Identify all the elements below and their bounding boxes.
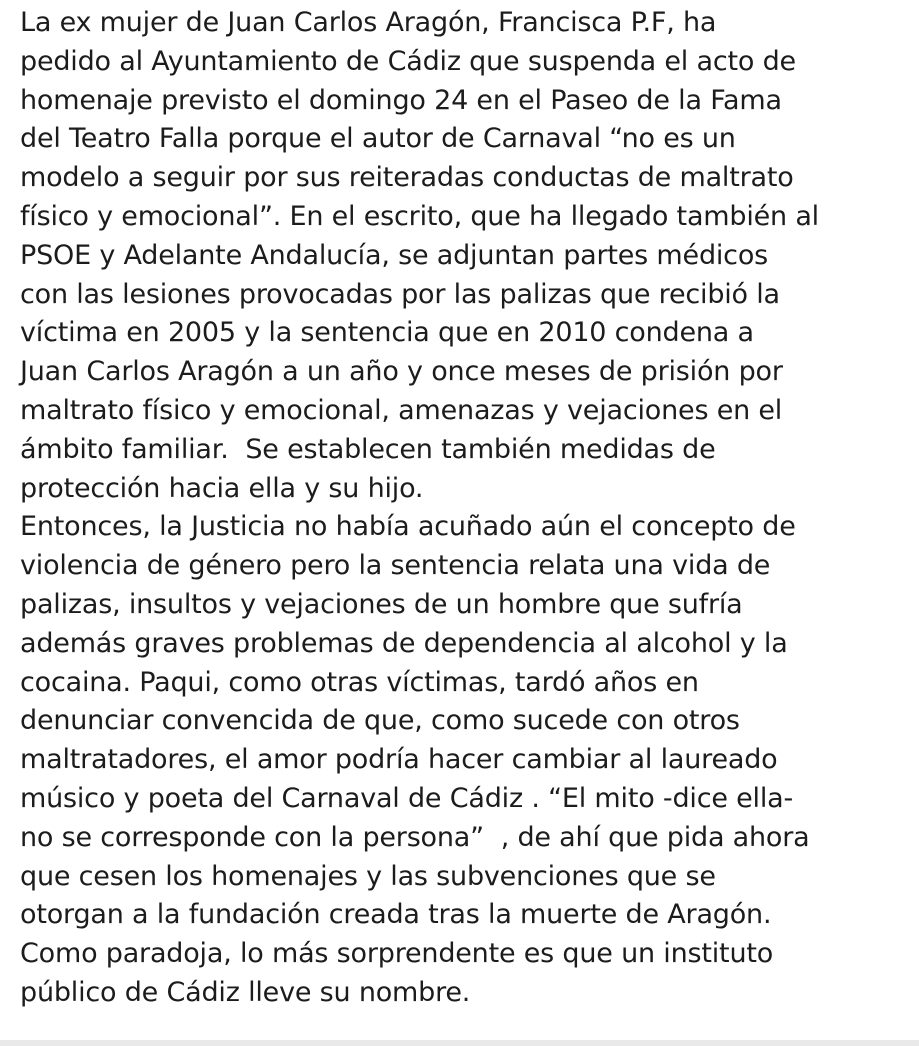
post-text bbox=[20, 4, 910, 1013]
text-line: cocaina. Paqui, como otras víctimas, tardó años en bbox=[20, 666, 699, 698]
text-line: víctima en 2005 y la sentencia que en 2010 condena a bbox=[20, 317, 754, 349]
text-line: con las lesiones provocadas por las palizas que recibió la bbox=[20, 278, 780, 310]
text-line: maltratadores, el amor podría hacer cambiar al laureado bbox=[20, 744, 778, 776]
text-line: violencia de género pero la sentencia relata una vida de bbox=[20, 550, 771, 582]
text-line: modelo a seguir por sus reiteradas conductas de maltrato bbox=[20, 162, 794, 194]
text-line: Juan Carlos Aragón a un año y once meses de prisión por bbox=[20, 356, 783, 388]
text-line: que cesen los homenajes y las subvenciones que se bbox=[20, 860, 716, 892]
text-line: además graves problemas de dependencia al alcohol y la bbox=[20, 627, 788, 659]
text-line: denunciar convencida de que, como sucede con otros bbox=[20, 705, 740, 737]
text-line: homenaje previsto el domingo 24 en el Paseo de la Fama bbox=[20, 84, 782, 116]
text-line: físico y emocional”. En el escrito, que ha llegado también al bbox=[20, 200, 819, 232]
text-line: La ex mujer de Juan Carlos Aragón, Francisca P.F, ha bbox=[20, 7, 717, 38]
text-line: protección hacia ella y su hijo. bbox=[20, 472, 424, 504]
text-line: maltrato físico y emocional, amenazas y vejaciones en el bbox=[20, 394, 783, 426]
text-line: ámbito familiar. Se establecen también medidas de bbox=[20, 433, 716, 465]
text-line: no se corresponde con la persona” , de ahí que pida ahora bbox=[20, 821, 810, 853]
text-line: otorgan a la fundación creada tras la muerte de Aragón. bbox=[20, 899, 772, 931]
text-line: Entonces, la Justicia no había acuñado aún el concepto de bbox=[20, 511, 796, 543]
text-line: del Teatro Falla porque el autor de Carnaval “no es un bbox=[20, 123, 736, 155]
text-line: Como paradoja, lo más sorprendente es que un instituto bbox=[20, 938, 774, 970]
text-line: PSOE y Adelante Andalucía, se adjuntan partes médicos bbox=[20, 239, 769, 271]
text-line: pedido al Ayuntamiento de Cádiz que suspenda el acto de bbox=[20, 45, 796, 77]
text-line: músico y poeta del Carnaval de Cádiz . “El mito -dice ella- bbox=[20, 782, 794, 814]
text-line: público de Cádiz lleve su nombre. bbox=[20, 976, 471, 1008]
text-line: palizas, insultos y vejaciones de un hombre que sufría bbox=[20, 588, 743, 620]
bottom-divider bbox=[0, 1040, 919, 1046]
